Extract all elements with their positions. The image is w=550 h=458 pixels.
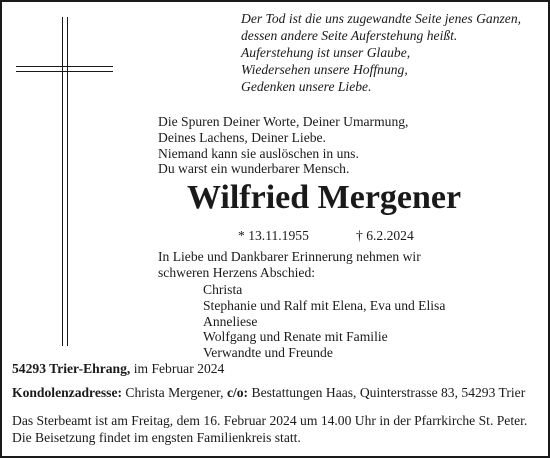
quote-line: Auferstehung ist unser Glaube,: [241, 45, 411, 60]
condolence-line: [12, 385, 525, 401]
location-line: [12, 361, 224, 377]
mourners-list: [203, 282, 523, 361]
mourner-item: Stephanie und Ralf mit Elena, Eva und Elisa: [203, 297, 446, 313]
service-info-line: Das Sterbeamt ist am Freitag, dem 16. Februar 2024 um 14.00 Uhr in der Pfarrkirche St. Peter.: [12, 413, 528, 428]
quote-line: Der Tod ist die uns zugewandte Seite jenes Ganzen,: [241, 11, 522, 26]
condolence-co-label: c/o:: [226, 385, 249, 400]
poem-line: Niemand kann sie auslöschen in uns.: [158, 145, 359, 161]
farewell-line: schweren Herzens Abschied:: [158, 264, 316, 280]
quote-line: Wiedersehen unsere Hoffnung,: [241, 62, 408, 77]
service-info: [12, 412, 542, 446]
mourner-item: Anneliese: [203, 313, 258, 329]
service-info-line: Die Beisetzung findet im engsten Familienkreis statt.: [12, 430, 301, 445]
poem-line: Du warst ein wunderbarer Mensch.: [158, 161, 350, 177]
deceased-name: Wilfried Mergener: [187, 179, 462, 216]
birth-date: * 13.11.1955: [238, 228, 309, 243]
farewell-text: [158, 249, 478, 281]
farewell-line: In Liebe und Dankbarer Erinnerung nehmen wir: [158, 249, 421, 264]
condolence-address: Bestattungen Haas, Quinterstrasse 83, 54293 Trier: [251, 385, 526, 400]
mourner-item: Wolfgang und Renate mit Familie: [203, 329, 388, 345]
condolence-label: Kondolenzadresse:: [12, 385, 123, 400]
cross-joint: [64, 68, 67, 71]
location-place: 54293 Trier-Ehrang,: [12, 361, 131, 376]
location-date: im Februar 2024: [133, 361, 225, 376]
quote-block: [241, 10, 541, 95]
poem-block: [158, 114, 458, 177]
condolence-name: Christa Mergener,: [125, 385, 224, 400]
mourner-item: Christa: [203, 282, 243, 297]
poem-line: Deines Lachens, Deiner Liebe.: [158, 129, 326, 145]
mourner-item: Verwandte und Freunde: [203, 345, 333, 361]
poem-line: Die Spuren Deiner Worte, Deiner Umarmung,: [158, 114, 409, 129]
death-date: † 6.2.2024: [356, 228, 414, 243]
quote-line: Gedenken unsere Liebe.: [241, 79, 372, 94]
quote-line: dessen andere Seite Auferstehung heißt.: [241, 28, 458, 43]
